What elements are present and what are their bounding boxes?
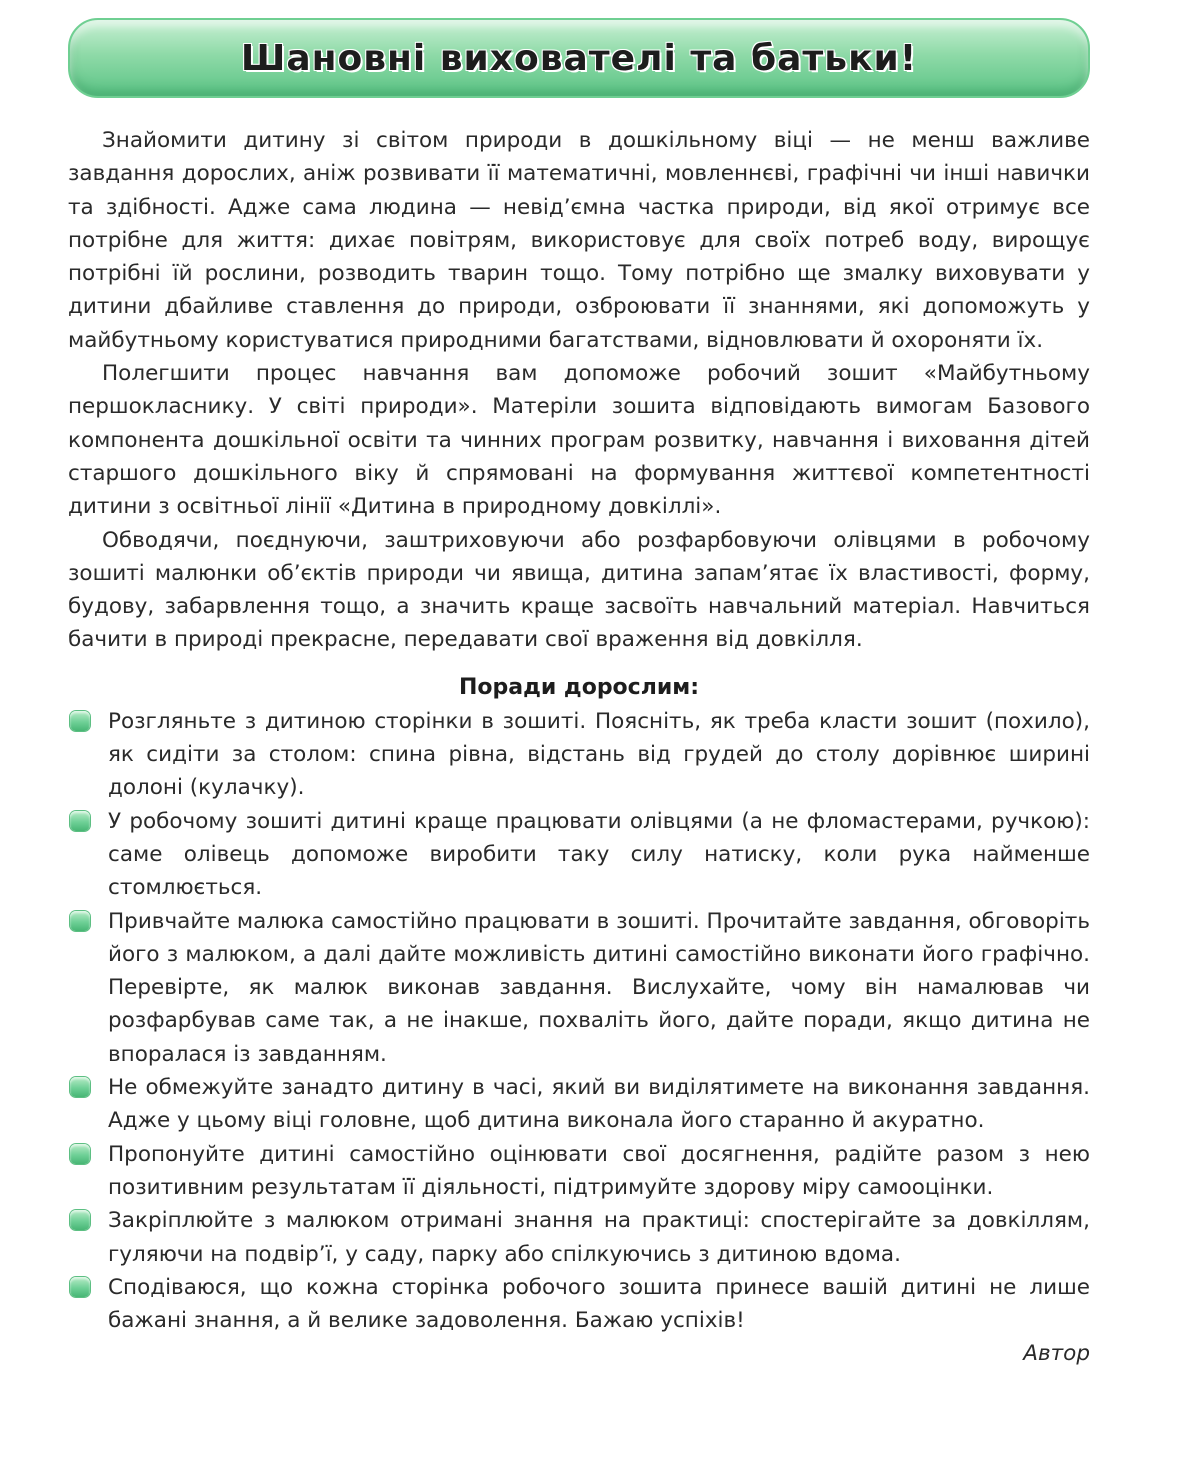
bullet-icon [70,711,90,731]
tip-text: Не обмежуйте занадто дитину в часі, який ви виділятимете на виконання завдання. Адже у цьому віці головне, щоб дитина виконала його старанно й акуратно. [108,1075,1090,1134]
tip-text: Сподіваюся, що кожна сторінка робочого зошита принесе вашій дитині не лише бажані знання, а й велике задоволення. Бажаю успіхів! [108,1274,1090,1334]
tips-heading: Поради дорослим: [458,674,700,700]
tip-text: Розгляньте з дитиною сторінки в зошиті. Поясніть, як треба класти зошит (похило), як сидіти за столом: спина рівна, відстань від грудей до столу дорівнює ширині долоні (кулачку). [108,708,1090,801]
author-signature: Автор [1023,1341,1090,1367]
page [68,18,1090,1371]
bullet-icon [70,1277,90,1297]
tips-list [68,705,1090,1338]
bullet-icon [70,1144,90,1164]
tip-text: Привчайте малюка самостійно працювати в зошиті. Прочитайте завдання, обговоріть його з малюком, а далі дайте можливість дитині самостійно виконати його графічно. Перевірте, як малюк виконав завдання. Вислухайте, чому він намалював чи розфарбував саме так, а не інакше, похваліть його, дайте поради, якщо дитина не впоралася із завданням. [108,908,1090,1067]
list-item [68,1138,1090,1205]
paragraph: Полегшити процес навчання вам допоможе робочий зошит «Майбутньому першокласнику. У світі природи». Матеріли зошита відповідають вимогам Базового компонента дошкільної освіти та чинних програм розвитку, навчання і виховання дітей старшого дошкільного віку й спрямовані на формування життєвої компетентності дитини з освітньої лінії «Дитина в природному довкіллі». [68,361,1090,520]
list-item [68,1271,1090,1338]
list-item [68,1071,1090,1138]
list-item [68,905,1090,1071]
tip-text: Пропонуйте дитині самостійно оцінювати свої досягнення, радійте разом з нею позитивним результатам її діяльності, підтримуйте здорову міру самооцінки. [108,1141,1090,1200]
intro-text [68,124,1090,1371]
title-banner [68,18,1090,98]
tip-text: Закріплюйте з малюком отримані знання на практиці: спостерігайте за довкіллям, гуляючи на подвір’ї, у саду, парку або спілкуючись з дитиною вдома. [108,1208,1090,1267]
bullet-icon [70,1077,90,1097]
list-item [68,705,1090,805]
bullet-icon [70,811,90,831]
page-title: Шановні вихователі та батьки! [240,37,918,79]
list-item [68,805,1090,905]
paragraph: Обводячи, поєднуючи, заштриховуючи або розфарбовуючи олівцями в робочому зошиті малюнки об’єктів природи чи явища, дитина запам’ятає їх властивості, форму, будову, забарвлення тощо, а значить краще засвоїть навчальний матеріал. Навчиться бачити в природі прекрасне, передавати свої враження від довкілля. [68,527,1090,653]
bullet-icon [70,911,90,931]
tip-text: У робочому зошиті дитині краще працювати олівцями (а не фломастерами, ручкою): саме олівець допоможе виробити таку силу натиску, коли рука найменше стомлюється. [108,808,1090,901]
paragraph: Знайомити дитину зі світом природи в дошкільному віці — не менш важливе завдання дорослих, аніж розвивати її математичні, мовленнєві, графічні чи інші навички та здібності. Адже сама людина — невід’ємна частка природи, від якої отримує все потрібне для життя: дихає повітрям, використовує для своїх потреб воду, вирощує потрібні їй рослини, розводить тварин тощо. Тому потрібно ще змалку виховувати у дитини дбайливе ставлення до природи, озброювати її знаннями, які допоможуть у майбутньому користуватися природними багатствами, відновлювати й охороняти їх. [68,128,1090,353]
list-item [68,1204,1090,1271]
bullet-icon [70,1210,90,1230]
